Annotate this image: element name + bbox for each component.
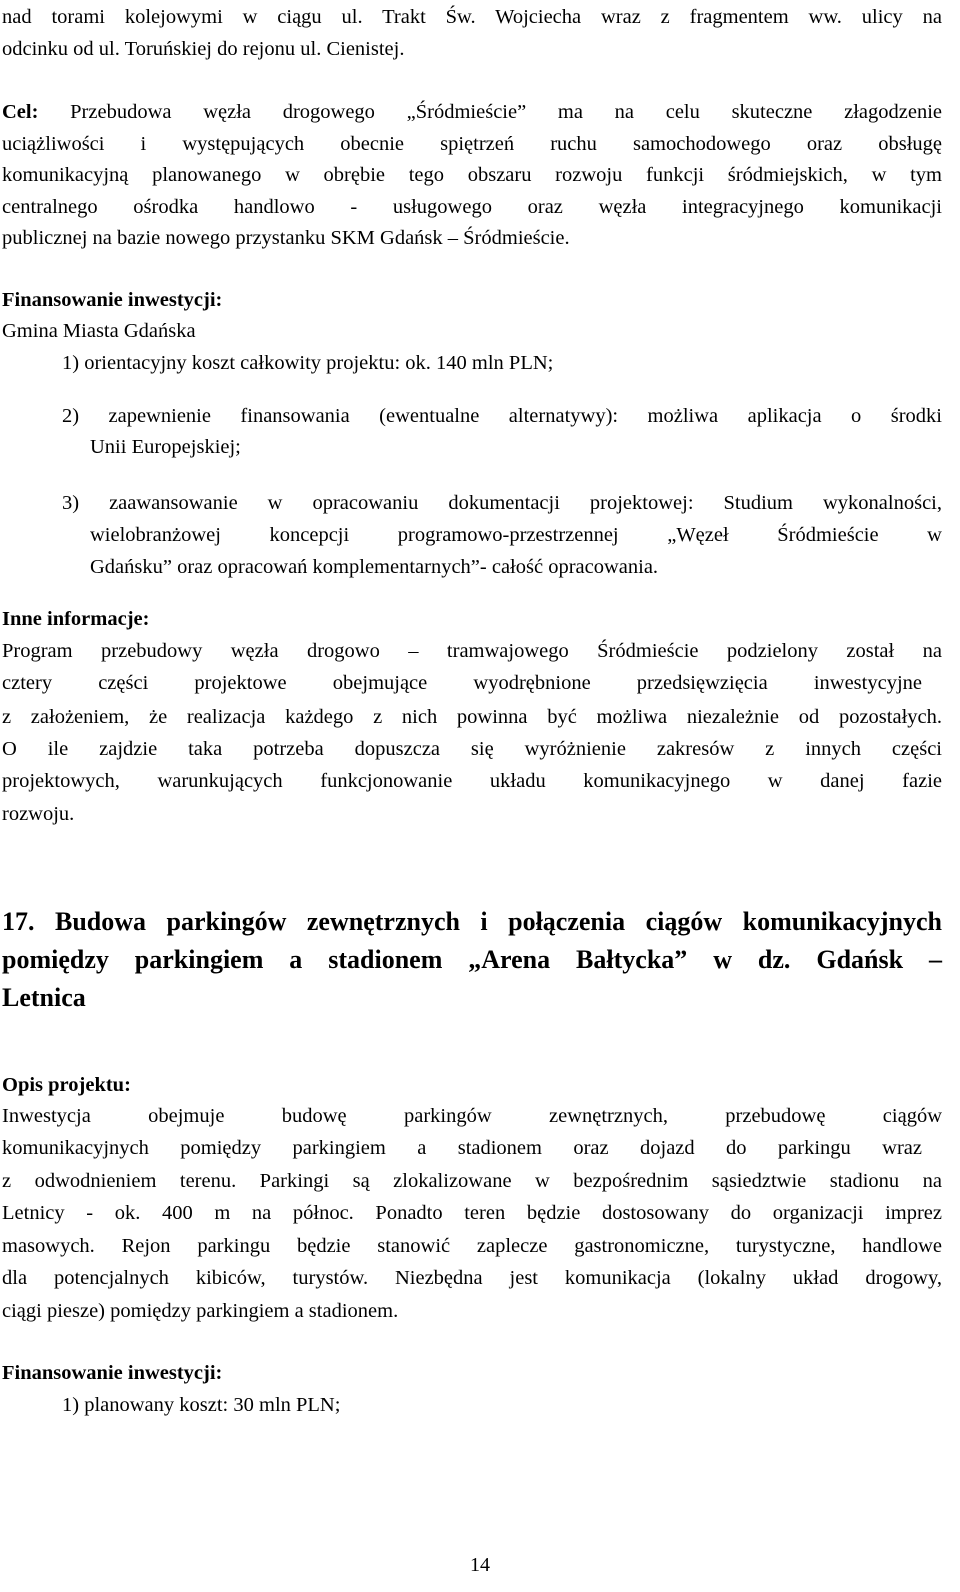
financing-item-1: 1) orientacyjny koszt całkowity projektu: ok. 140 mln PLN;	[62, 352, 554, 374]
other-info-heading: Inne informacje:	[2, 608, 150, 630]
description-line-1: Inwestycja obejmuje budowę parkingów zewnętrznych, przebudowę ciągów	[2, 1105, 942, 1127]
goal-line-5: publicznej na bazie nowego przystanku SKM Gdańsk – Śródmieście.	[2, 227, 570, 249]
financing-item-3-line-2: wielobranżowej koncepcji programowo-przestrzennej „Węzeł Śródmieście w	[90, 524, 942, 546]
goal-line-1-text: Przebudowa węzła drogowego „Śródmieście” ma na celu skuteczne złagodzenie	[38, 101, 942, 123]
financing-2-heading: Finansowanie inwestycji:	[2, 1362, 223, 1384]
goal-line-4: centralnego ośrodka handlowo - usługowego oraz węzła integracyjnego komunikacji	[2, 196, 942, 218]
intro-line-2: odcinku od ul. Toruńskiej do rejonu ul. Cienistej.	[2, 38, 405, 60]
financing-heading: Finansowanie inwestycji:	[2, 289, 223, 311]
goal-label: Cel:	[2, 101, 39, 123]
other-info-line-3: z założeniem, że realizacja każdego z nich powinna być możliwa niezależnie od pozostałych.	[2, 706, 942, 728]
other-info-line-1: Program przebudowy węzła drogowo – tramwajowego Śródmieście podzielony został na	[2, 640, 942, 662]
other-info-line-2: cztery części projektowe obejmujące wyodrębnione przedsięwzięcia inwestycyjne	[2, 672, 922, 694]
financing-2-item-1: 1) planowany koszt: 30 mln PLN;	[62, 1394, 341, 1416]
section-title-line-1: 17. Budowa parkingów zewnętrznych i połączenia ciągów komunikacyjnych	[2, 907, 942, 936]
financing-item-2-line-1: 2) zapewnienie finansowania (ewentualne alternatywy): możliwa aplikacja o środki	[62, 405, 942, 427]
page-number: 14	[470, 1554, 490, 1576]
goal-line-2: uciążliwości i występujących obecnie spiętrzeń ruchu samochodowego oraz obsługę	[2, 133, 942, 155]
description-line-5: masowych. Rejon parkingu będzie stanowić zaplecze gastronomiczne, turystyczne, handlowe	[2, 1235, 942, 1257]
section-title-line-2: pomiędzy parkingiem a stadionem „Arena Bałtycka” w dz. Gdańsk –	[2, 945, 942, 974]
other-info-line-5: projektowych, warunkujących funkcjonowanie układu komunikacyjnego w danej fazie	[2, 770, 942, 792]
description-line-4: Letnicy - ok. 400 m na północ. Ponadto teren będzie dostosowany do organizacji imprez	[2, 1202, 942, 1224]
other-info-line-6: rozwoju.	[2, 803, 75, 825]
intro-line-1: nad torami kolejowymi w ciągu ul. Trakt Św. Wojciecha wraz z fragmentem ww. ulicy na	[2, 6, 942, 28]
financing-entity: Gmina Miasta Gdańska	[2, 320, 196, 342]
description-heading: Opis projektu:	[2, 1074, 131, 1096]
section-title-line-3: Letnica	[2, 983, 86, 1012]
description-line-6: dla potencjalnych kibiców, turystów. Niezbędna jest komunikacja (lokalny układ drogowy,	[2, 1267, 942, 1289]
financing-item-3-line-3: Gdańsku” oraz opracowań komplementarnych”- całość opracowania.	[90, 556, 659, 578]
financing-item-3-line-1: 3) zaawansowanie w opracowaniu dokumentacji projektowej: Studium wykonalności,	[62, 492, 942, 514]
description-line-2: komunikacyjnych pomiędzy parkingiem a stadionem oraz dojazd do parkingu wraz	[2, 1137, 922, 1159]
financing-item-2-line-2: Unii Europejskiej;	[90, 436, 241, 458]
description-line-3: z odwodnieniem terenu. Parkingi są zlokalizowane w bezpośrednim sąsiedztwie stadionu na	[2, 1170, 942, 1192]
other-info-line-4: O ile zajdzie taka potrzeba dopuszcza się wyróżnienie zakresów z innych części	[2, 738, 942, 760]
goal-line-1	[2, 97, 942, 128]
description-line-7: ciągi piesze) pomiędzy parkingiem a stadionem.	[2, 1300, 399, 1322]
goal-line-3: komunikacyjną planowanego w obrębie tego obszaru rozwoju funkcji śródmiejskich, w tym	[2, 164, 942, 186]
